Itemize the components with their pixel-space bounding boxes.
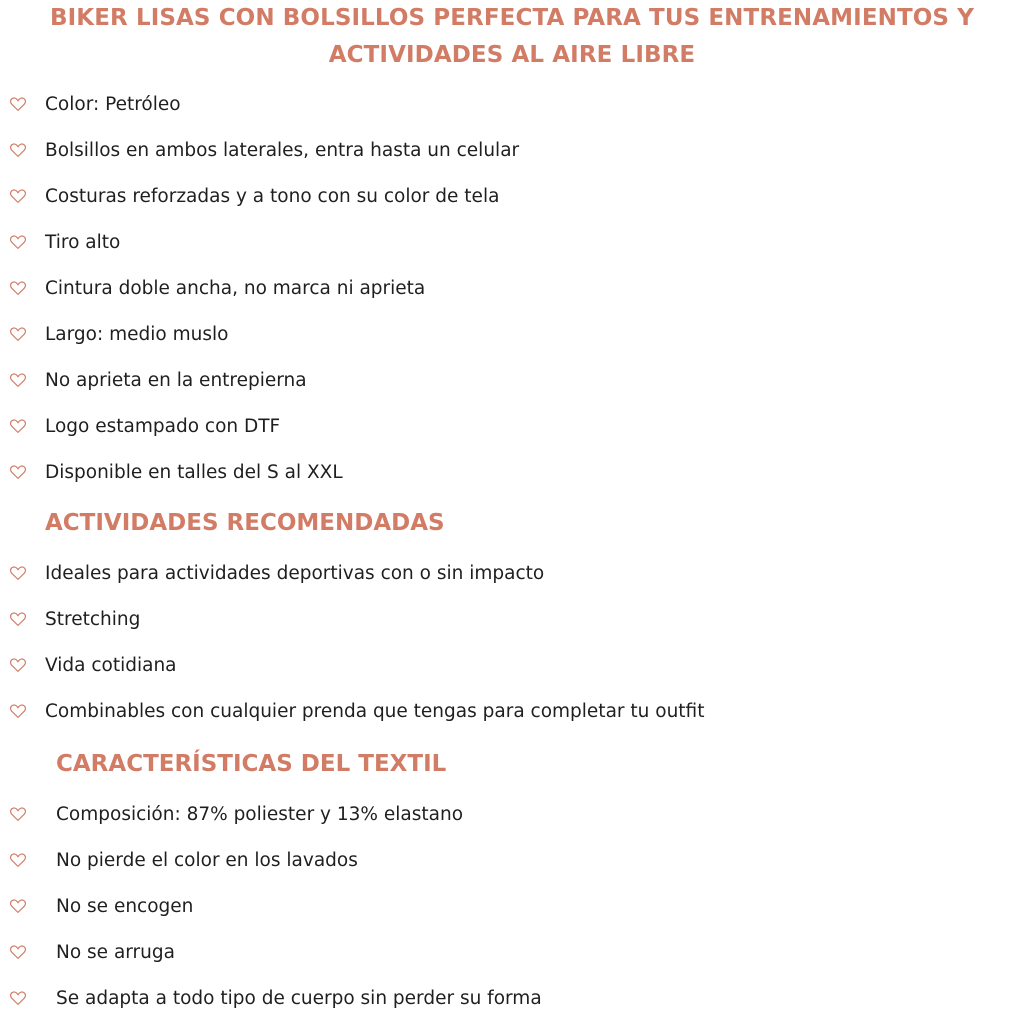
list-item-text: No pierde el color en los lavados: [56, 850, 358, 871]
heart-outline-icon: [9, 233, 27, 251]
list-item: [0, 941, 1024, 971]
list-item-text: Disponible en talles del S al XXL: [45, 462, 343, 483]
heart-outline-icon: [9, 897, 27, 915]
heart-outline-icon: [9, 851, 27, 869]
list-item: [0, 139, 1024, 169]
list-item: [0, 277, 1024, 307]
list-item: [0, 987, 1024, 1017]
list-item-text: Largo: medio muslo: [45, 324, 229, 345]
heart-outline-icon: [9, 610, 27, 628]
page-title: [0, 0, 1024, 74]
list-item-text: Bolsillos en ambos laterales, entra hasta un celular: [45, 140, 520, 161]
list-item: [0, 803, 1024, 833]
activities-heading: ACTIVIDADES RECOMENDADAS: [45, 510, 445, 536]
list-item: [0, 700, 1024, 730]
list-item-text: Cintura doble ancha, no marca ni aprieta: [45, 278, 426, 299]
list-item: [0, 895, 1024, 925]
heart-outline-icon: [9, 95, 27, 113]
heart-outline-icon: [9, 564, 27, 582]
heart-outline-icon: [9, 325, 27, 343]
heart-outline-icon: [9, 943, 27, 961]
list-item-text: No aprieta en la entrepierna: [45, 370, 307, 391]
list-item-text: No se encogen: [56, 896, 194, 917]
page-title-line-1: BIKER LISAS CON BOLSILLOS PERFECTA PARA TUS ENTRENAMIENTOS Y: [50, 5, 974, 31]
list-item-text: Combinables con cualquier prenda que tengas para completar tu outfit: [45, 701, 705, 722]
heart-outline-icon: [9, 187, 27, 205]
list-item-text: Color: Petróleo: [45, 94, 181, 115]
heart-outline-icon: [9, 279, 27, 297]
list-item: [0, 369, 1024, 399]
heart-outline-icon: [9, 989, 27, 1007]
page-title-line-2: ACTIVIDADES AL AIRE LIBRE: [328, 42, 696, 68]
list-item: [0, 323, 1024, 353]
list-item: [0, 461, 1024, 491]
list-item: [0, 849, 1024, 879]
list-item: [0, 415, 1024, 445]
list-item: [0, 93, 1024, 123]
list-item-text: Logo estampado con DTF: [45, 416, 281, 437]
list-item: [0, 231, 1024, 261]
list-item: [0, 562, 1024, 592]
list-item: [0, 608, 1024, 638]
list-item-text: Se adapta a todo tipo de cuerpo sin perder su forma: [56, 988, 542, 1009]
textile-heading: CARACTERÍSTICAS DEL TEXTIL: [56, 751, 447, 777]
list-item-text: Tiro alto: [45, 232, 121, 253]
heart-outline-icon: [9, 417, 27, 435]
heart-outline-icon: [9, 702, 27, 720]
list-item-text: Ideales para actividades deportivas con o sin impacto: [45, 563, 545, 584]
list-item-text: No se arruga: [56, 942, 175, 963]
list-item-text: Composición: 87% poliester y 13% elastano: [56, 804, 464, 825]
list-item-text: Costuras reforzadas y a tono con su color de tela: [45, 186, 500, 207]
list-item: [0, 185, 1024, 215]
heart-outline-icon: [9, 463, 27, 481]
heart-outline-icon: [9, 141, 27, 159]
heart-outline-icon: [9, 371, 27, 389]
list-item: [0, 654, 1024, 684]
list-item-text: Vida cotidiana: [45, 655, 177, 676]
heart-outline-icon: [9, 805, 27, 823]
heart-outline-icon: [9, 656, 27, 674]
list-item-text: Stretching: [45, 609, 141, 630]
